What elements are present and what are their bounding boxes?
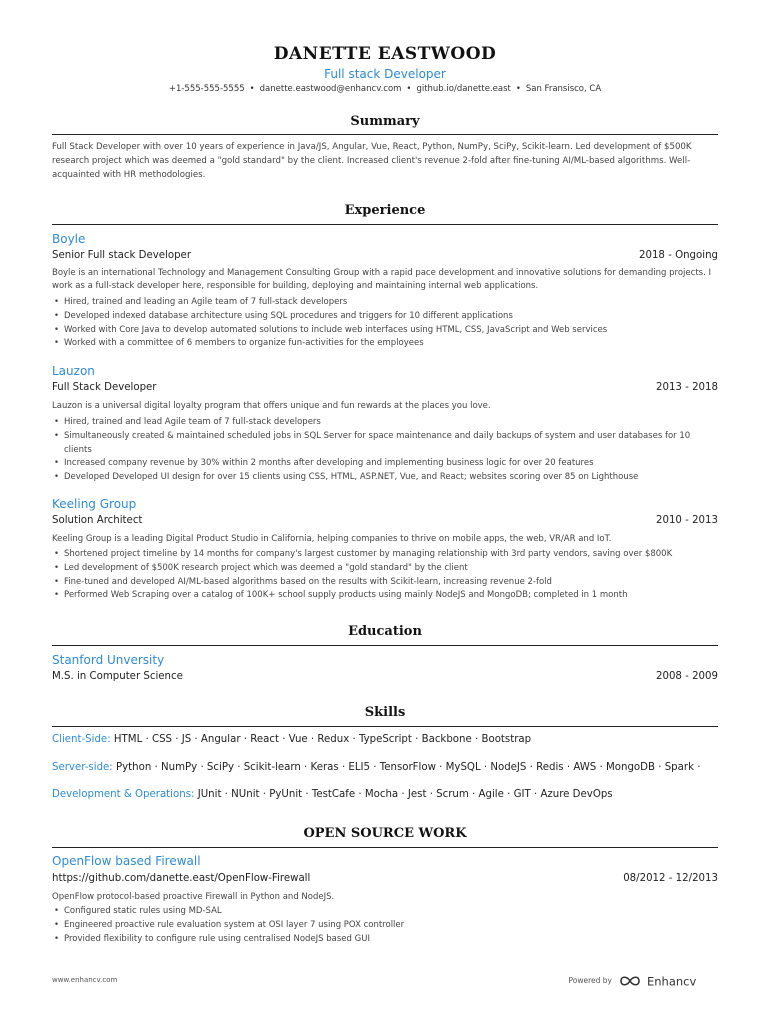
education-dates: 2008 - 2009 [655, 671, 718, 682]
contact-website[interactable]: github.io/danette.east [416, 84, 511, 94]
company-name: Lauzon [52, 364, 95, 378]
summary-heading: Summary [350, 114, 420, 129]
education-heading: Education [348, 624, 422, 639]
skills-heading: Skills [364, 705, 406, 720]
skill-row-server [52, 762, 718, 773]
contact-phone[interactable]: +1-555-555-5555 [168, 84, 245, 94]
company-description: Keeling Group is a leading Digital Product Studio in California, helping companies to thrive on mobile apps, the web, VR/AR and IoT. [52, 534, 612, 544]
contact-email[interactable]: danette.eastwood@enhancv.com [259, 84, 402, 94]
list-item: • Increased company revenue by 30% within 2 months after developing and implementing business logic for over 20 features [52, 457, 718, 471]
job-header [52, 250, 718, 261]
job-header [52, 515, 718, 526]
section-divider [52, 847, 718, 848]
separator-dot: • [515, 84, 521, 94]
company-name: Keeling Group [52, 497, 137, 511]
degree: M.S. in Computer Science [52, 671, 183, 682]
skill-category: Development & Operations: [52, 789, 195, 800]
project-row [52, 873, 718, 884]
skill-category: Server-side: [52, 762, 113, 773]
list-item: • Provided flexibility to configure rule using centralised NodeJS based GUI [52, 933, 718, 947]
summary-text: Full Stack Developer with over 10 years of experience in Java/JS, Angular, Vue, React, Python, NumPy, SciPy, Scikit-learn. Led development of $500K research project which was deemed a "gold standard" by the client. Increased client's revenue 2-fold after fine-tuning AI/ML-based algorithms. Well-acquainted with HR methodologies. [52, 142, 692, 180]
achievement-list [52, 296, 718, 351]
skill-items: JUnit · NUnit · PyUnit · TestCafe · Mocha · Jest · Scrum · Agile · GIT · Azure DevOps [197, 789, 613, 800]
project-dates: 08/2012 - 12/2013 [623, 873, 718, 884]
section-divider [52, 645, 718, 646]
list-item: • Developed indexed database architecture using SQL procedures and triggers for 10 different applications [52, 310, 718, 324]
svg-text:Enhancv: Enhancv [647, 974, 697, 989]
list-item: • Shortened project timeline by 14 months for company's largest customer by managing relationship with 3rd party vendors, saving over $800K [52, 548, 718, 562]
list-item: • Developed Developed UI design for over 15 clients using CSS, HTML, ASP.NET, Vue, and React; websites scoring over 85 on Lighthouse [52, 471, 718, 485]
job-title: Full Stack Developer [52, 382, 157, 393]
job-title: Senior Full stack Developer [52, 250, 192, 261]
skill-items: HTML · CSS · JS · Angular · React · Vue · Redux · TypeScript · Backbone · Bootstrap [113, 734, 532, 745]
school-name: Stanford Unversity [52, 653, 165, 667]
footer-branding [538, 971, 718, 991]
project-description: OpenFlow protocol-based proactive Firewall in Python and NodeJS. [52, 892, 335, 902]
skill-category: Client-Side: [52, 734, 111, 745]
job-dates: 2018 - Ongoing [638, 250, 718, 261]
list-item: • Performed Web Scraping over a catalog of 100K+ school supply products using mainly NodeJS and MongoDB; completed in 1 month [52, 589, 718, 603]
list-item: • Led development of $500K research project which was deemed a "gold standard" by the client [52, 562, 718, 576]
open-source-heading: OPEN SOURCE WORK [303, 826, 467, 841]
separator-dot: • [406, 84, 412, 94]
education-row [52, 671, 718, 682]
section-divider [52, 224, 718, 225]
list-item: • Fine-tuned and developed AI/ML-based algorithms based on the results with Scikit-learn, increasing revenue 2-fold [52, 576, 718, 590]
list-item: • Worked with Core Java to develop automated solutions to include web interfaces using HTML, CSS, JavaScript and Web services [52, 324, 718, 338]
skill-row-client [52, 734, 718, 745]
candidate-role: Full stack Developer [324, 67, 446, 81]
project-url[interactable]: https://github.com/danette.east/OpenFlow-Firewall [52, 873, 311, 884]
project-bullet-list [52, 905, 718, 946]
list-item: • Engineered proactive rule evaluation system at OSI layer 7 using POX controller [52, 919, 718, 933]
company-name: Boyle [52, 232, 86, 246]
section-divider [52, 726, 718, 727]
list-item: • Hired, trained and leading an Agile team of 7 full-stack developers [52, 296, 718, 310]
job-header [52, 382, 718, 393]
achievement-list [52, 548, 718, 603]
list-item: • Worked with a committee of 6 members to organize fun-activities for the employees [52, 337, 718, 351]
footer-website[interactable]: www.enhancv.com [52, 976, 118, 984]
enhancv-logo-icon[interactable] [618, 971, 718, 991]
section-divider [52, 134, 718, 135]
achievement-list [52, 416, 718, 485]
candidate-name: DANETTE EASTWOOD [273, 44, 497, 64]
list-item: • Simultaneously created & maintained scheduled jobs in SQL Server for space maintenance and daily backups of system and user databases for 10 clients [52, 430, 718, 458]
list-item: • Configured static rules using MD-SAL [52, 905, 718, 919]
separator-dot: • [249, 84, 255, 94]
resume-page [52, 0, 718, 1024]
job-dates: 2013 - 2018 [655, 382, 718, 393]
contact-line [52, 84, 718, 94]
list-item: • Hired, trained and lead Agile team of 7 full-stack developers [52, 416, 718, 430]
company-description: Lauzon is a universal digital loyalty program that offers unique and fun rewards at the places you love. [52, 401, 491, 411]
company-description: Boyle is an international Technology and Management Consulting Group with a rapid pace development and innovative solutions for demanding projects. I work as a full-stack developer here, responsible for building, deploying and maintaining internal web applications. [52, 268, 711, 291]
experience-heading: Experience [344, 203, 426, 218]
contact-location: San Fransisco, CA [525, 84, 602, 94]
powered-by-label: Powered by [568, 976, 612, 985]
job-dates: 2010 - 2013 [655, 515, 718, 526]
skill-row-devops [52, 789, 718, 800]
project-name: OpenFlow based Firewall [52, 854, 201, 868]
job-title: Solution Architect [52, 515, 143, 526]
skill-items: Python · NumPy · SciPy · Scikit-learn · Keras · ELI5 · TensorFlow · MySQL · NodeJS · Redis · AWS · MongoDB · Spark · [116, 762, 701, 773]
